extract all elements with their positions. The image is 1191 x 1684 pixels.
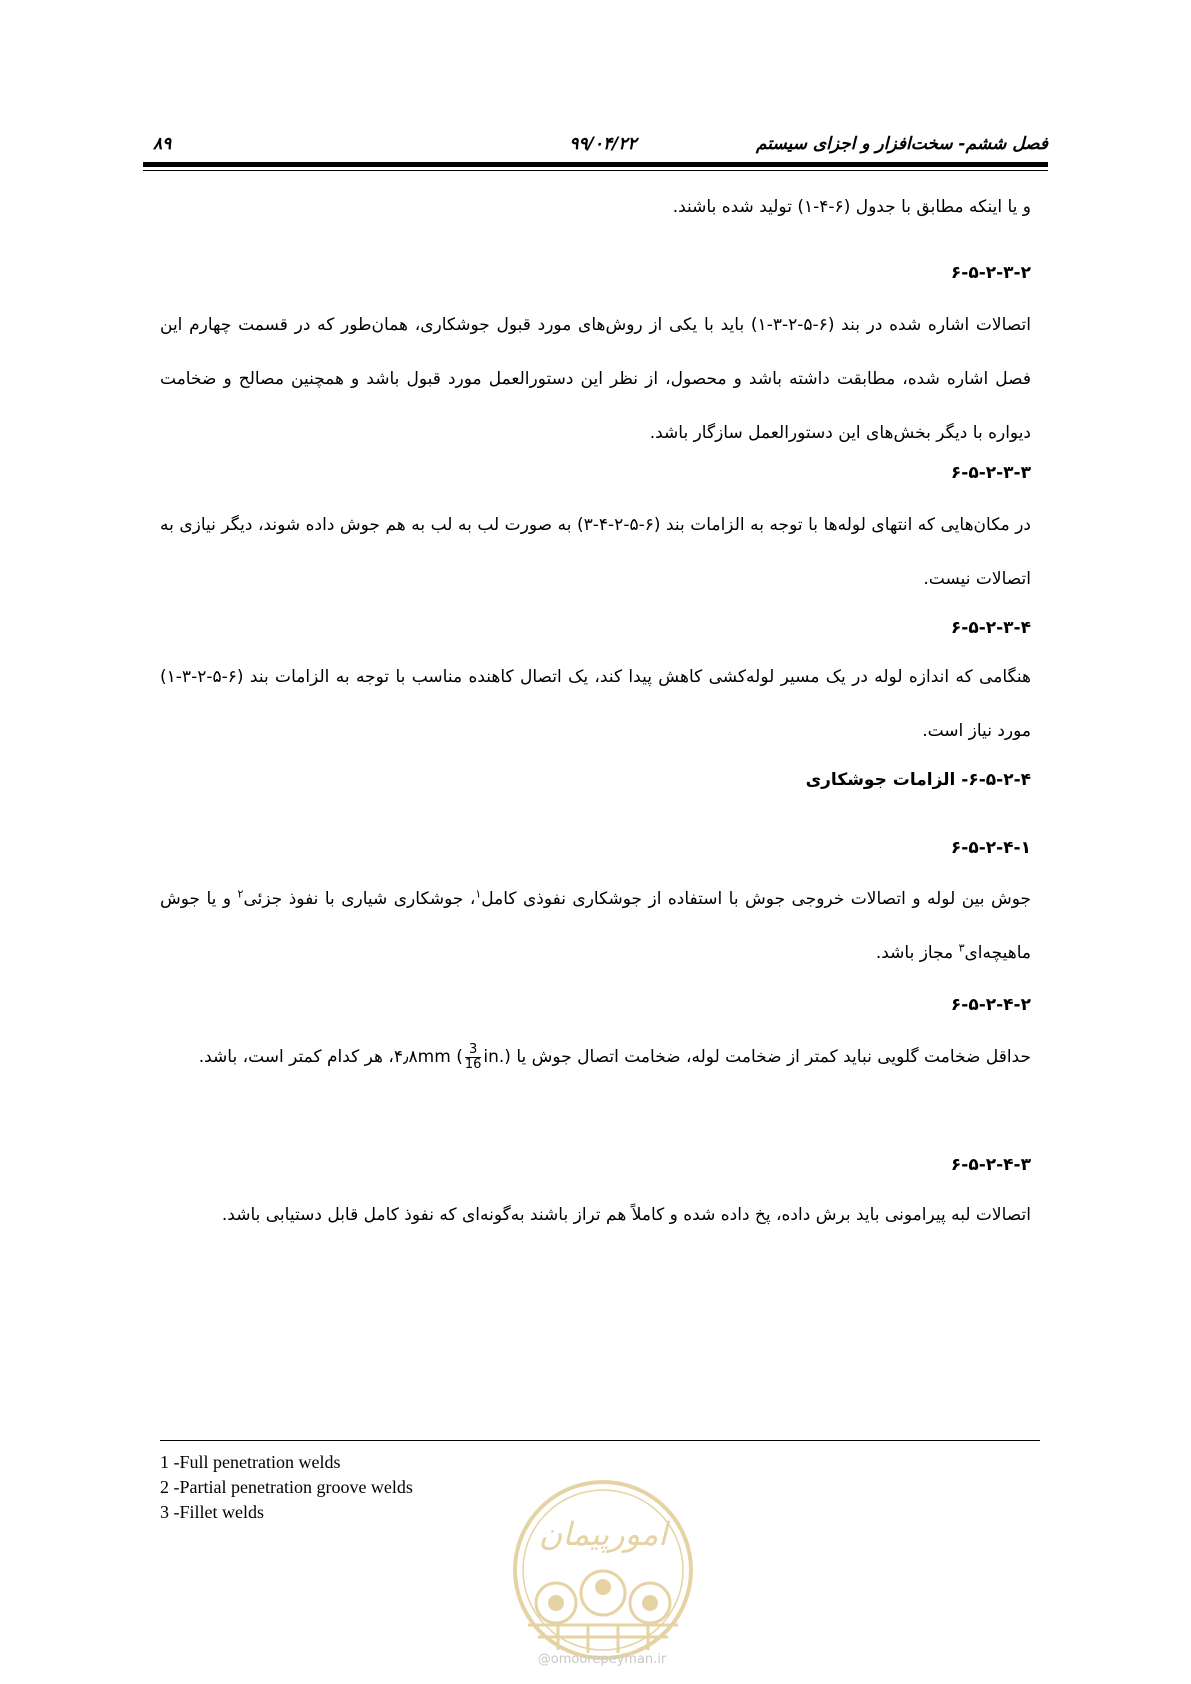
clause-paragraph: اتصالات اشاره شده در بند (۶-۵-۲-۳-۱) باید با یکی از روش‌های مورد قبول جوشکاری، همان‌طور که در قسمت چهارم این فصل اشاره شده، مطابقت داشته باشد و محصول، از نظر این دستورالعمل مورد قبول باشد و همچنین مصالح و ضخامت دیواره با دیگر بخش‌های این دستورالعمل سازگار باشد. <box>160 315 1031 443</box>
clause-paragraph: در مکان‌هایی که انتهای لوله‌ها با توجه به الزامات بند (۶-۵-۲-۴-۳) به صورت لب به لب به هم جوش داده شوند، دیگر نیازی به اتصالات نیست. <box>160 515 1031 589</box>
clause-heading: ۶-۵-۲-۴-۳ <box>950 1155 1031 1175</box>
clause-text: مجاز باشد. <box>875 943 959 963</box>
clause-heading: ۶-۵-۲-۴-۲ <box>950 995 1031 1015</box>
clause-text: و یا جوش ماهیچه‌ای <box>160 889 1031 963</box>
footnote-marker: ۲ <box>237 887 244 901</box>
clause-paragraph: هنگامی که اندازه لوله در یک مسیر لوله‌کشی کاهش پیدا کند، یک اتصال کاهنده مناسب با توجه به الزامات بند (۶-۵-۲-۳-۱) مورد نیاز است. <box>160 667 1031 741</box>
watermark-url: @omoorepeyman.ir <box>537 1652 667 1667</box>
fraction-numerator: 3 <box>465 1043 482 1058</box>
clause-text: جوش بین لوله و اتصالات خروجی جوش با استفاده از جوشکاری نفوذی کامل <box>481 889 1032 909</box>
page-header <box>143 128 1048 158</box>
footnote-item: 3 -Fillet welds <box>160 1502 264 1522</box>
seal-logo-text: امورپیمان <box>538 1515 668 1553</box>
clause-heading: ۶-۵-۲-۳-۴ <box>950 618 1031 638</box>
footnote-marker: ۱ <box>475 887 482 901</box>
clause-heading: ۶-۵-۲-۳-۲ <box>950 263 1031 283</box>
section-heading: ۶-۵-۲-۴- الزامات جوشکاری <box>805 770 1031 790</box>
clause-text: )، هر کدام کمتر است، باشد. <box>198 1047 511 1067</box>
footnote-rule <box>160 1440 1040 1441</box>
footnote-marker: ۳ <box>958 941 965 955</box>
header-rule-thin <box>143 170 1048 171</box>
fraction-denominator: 16 <box>464 1056 482 1072</box>
clause-heading: ۶-۵-۲-۳-۳ <box>950 463 1031 483</box>
footnote-item: 1 -Full penetration welds <box>160 1452 341 1472</box>
footnotes <box>160 1450 413 1525</box>
chapter-title: فصل ششم- سخت‌افزار و اجزای سیستم <box>755 134 1048 154</box>
header-rule-thick <box>143 162 1048 167</box>
clause-paragraph <box>160 872 1031 980</box>
watermark-seal-logo <box>508 1475 698 1665</box>
clause-paragraph: اتصالات لبه پیرامونی باید برش داده، پخ داده شده و کاملاً هم تراز باشند به‌گونه‌ای که نفوذ کامل قابل دستیابی باشد. <box>221 1205 1031 1225</box>
page-number: ۸۹ <box>153 134 172 154</box>
clause-paragraph <box>160 1030 1031 1084</box>
footnote-item: 2 -Partial penetration groove welds <box>160 1477 413 1497</box>
intro-paragraph: و یا اینکه مطابق با جدول (۶-۴-۱) تولید شده باشند. <box>672 197 1031 217</box>
fraction <box>465 1043 482 1072</box>
unit-label: in. <box>483 1047 505 1067</box>
clause-text: ، جوشکاری شیاری با نفوذ جزئی <box>243 889 476 909</box>
clause-text: حداقل ضخامت گلویی نباید کمتر از ضخامت لوله، ضخامت اتصال جوش یا ۴٫۸mm ( <box>393 1047 1031 1067</box>
clause-heading: ۶-۵-۲-۴-۱ <box>950 838 1031 858</box>
header-date: ۹۹/۰۴/۲۲ <box>569 134 637 154</box>
